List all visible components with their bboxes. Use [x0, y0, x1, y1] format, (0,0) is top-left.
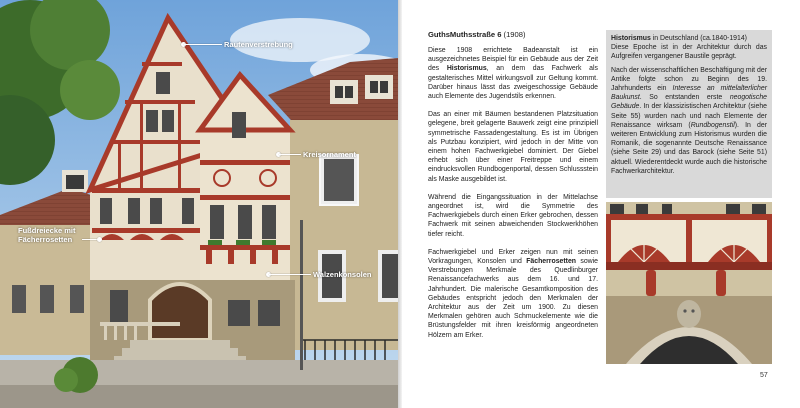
- p1-keyword: Historismus: [446, 65, 487, 73]
- info-p2-e: . In der klassizistischen Architektur (siehe Seite 55) wurden nach und nach Elemente der Renaissance wirksam (: [611, 103, 767, 129]
- callout-rauten: Rautenverstrebung: [224, 40, 293, 49]
- info-box-title: [611, 34, 767, 43]
- callout-kreis: Kreisornament: [303, 150, 356, 159]
- info-p2-d: neogotische Gebäude: [611, 94, 767, 111]
- detail-illustration: [606, 202, 772, 364]
- p4-text-a: Fachwerkgiebel und Erker zeigen nun mit seinen Vorkragungen, Konsolen und: [428, 248, 598, 266]
- p4-text-c: sowie Verstrebungen Merkmale des Quedlinburger Renaissancefachwerks aus dem 16. und 17. Jahrhundert. Die malerische Gesamtkomposition des Gebäudes entspricht jedoch den Merkmalen der Architektur aus der Zeit um 1900. Zu diesen Merkmalen gehören auch Schmuckelemente wie die Brüstungsfelder mit ihren kreisförmig angeordneten Hölzern am Erker.: [428, 258, 598, 339]
- callout-fuss-line2: Fächerrosetten: [18, 235, 73, 244]
- p1-text-c: , an dem das Fachwerk als gestalterisches Mittel wirkungsvoll zur Geltung kommt. Darüber hinaus lässt das zweigeschossige Gebäude auch Elemente des Jugendstils erkennen.: [428, 65, 598, 101]
- main-column: [428, 30, 598, 349]
- portal: [150, 284, 210, 340]
- info-paragraph-1: Diese Epoche ist in der Architektur durch das Aufgreifen vergangener Baustile geprägt.: [611, 44, 767, 61]
- info-box: [606, 30, 772, 198]
- building-photo: [0, 0, 398, 408]
- detail-photo: [606, 202, 772, 364]
- info-p2-c: . So entstanden erste: [639, 94, 730, 102]
- callout-line-walzen: [269, 274, 311, 275]
- info-paragraph-2: [611, 66, 767, 176]
- callout-line-kreis: [279, 154, 301, 155]
- paragraph-2: Das an einer mit Bäumen bestandenen Platzsituation gelegene, breit gelagerte Bauwerk zeigt eine prinzipiell symmetrische Fassadengestaltung. Es ist im Übrigen als Putzbau konzipiert, wird jedoch in der Mitte von einem hohen Fachwerkgiebel dominiert. Der Giebel erhebt sich über einer Freitreppe und einem eindrucksvollen Rundbogenportal, dessen Schlussstein als Maske ausgebildet ist.: [428, 111, 598, 183]
- callout-dot-fuss: [97, 237, 102, 242]
- heading-year: (1908): [503, 30, 526, 39]
- text-page: [402, 0, 800, 408]
- info-p2-a: Nach der wissenschaftlichen Beschäftigung mit der Antike folgte schon zu Beginn des 19. Jahrhunderts ein: [611, 66, 767, 93]
- page-heading: [428, 30, 598, 40]
- info-p2-g: ). In der weiteren Entwicklung zum Historismus wurden die Romanik, die sogenannte Deutsche Renaissance (siehe Seite 29) und das Barock (siehe Seite 51) aktuell. Wiederentdeckt wurde auch die historische Fachwerkarchitektur.: [611, 121, 767, 175]
- building-illustration: [0, 0, 398, 408]
- callout-line-rauten: [184, 44, 222, 45]
- page-number: 57: [760, 372, 768, 379]
- paragraph-4: [428, 248, 598, 340]
- info-p2-f: Rundbogenstil: [690, 121, 735, 129]
- info-p2-b: Interesse an mittelalterlicher Baukunst: [611, 85, 768, 102]
- info-title-rest: in Deutschland (ca.1840-1914): [650, 35, 747, 42]
- heading-address: GuthsMuthsstraße 6: [428, 30, 502, 39]
- paragraph-3: Während die Eingangssituation in der Mittelachse angeordnet ist, wird die Symmetrie des Fachwerkgiebels durch einen Erker gebrochen, dessen Fachwerk mit seinen abweichenden Stockwerkhöhen tiefer reicht.: [428, 193, 598, 238]
- p4-keyword: Fächerrosetten: [526, 258, 576, 266]
- p1-text-a: Diese 1908 errichtete Badeanstalt ist ein ausgezeichnetes Beispiel für ein Gebäude aus der Zeit des: [428, 47, 598, 73]
- mask-keystone: [677, 300, 701, 328]
- info-title-bold: Historismus: [611, 35, 651, 42]
- callout-fuss-line1: Fußdreiecke mit: [18, 226, 76, 235]
- paragraph-1: [428, 46, 598, 101]
- callout-line-fuss: [82, 239, 98, 240]
- callout-walzen: Walzenkonsolen: [313, 270, 372, 279]
- lamp-post: [300, 220, 303, 370]
